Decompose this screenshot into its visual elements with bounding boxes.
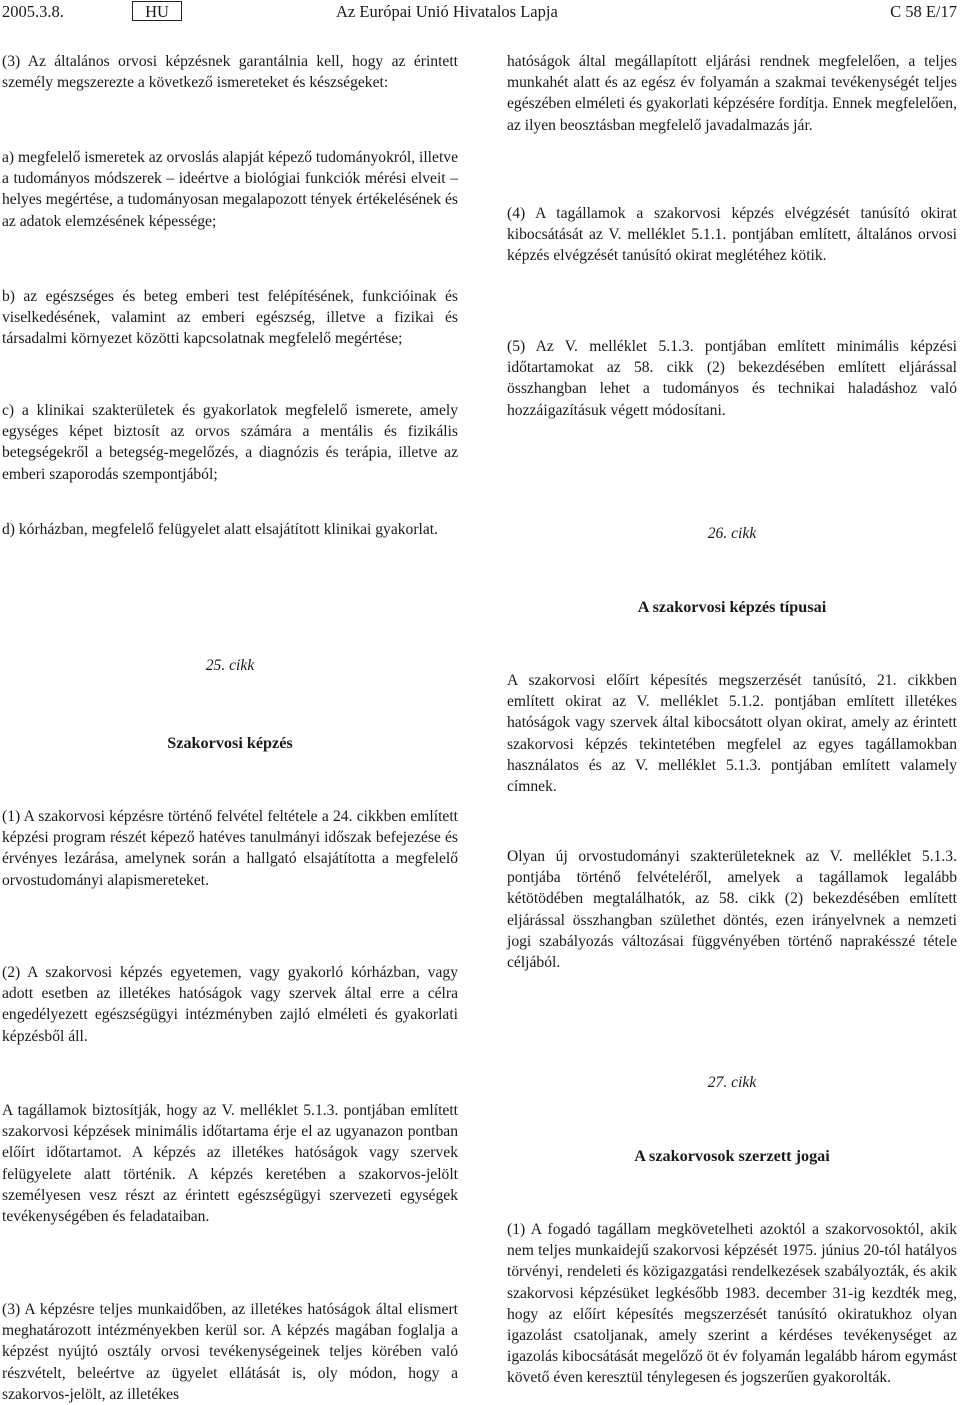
list-item-b: b) az egészséges és beteg emberi test felépítésének, funkcióinak és viselkedésének, valamint az emberi egészség, illetve a fizikai és társadalmi környezet közötti kapcsolatnak megfelelő megértése; (2, 288, 458, 348)
article-26-paragraph-2: Olyan új orvostudományi szakterületeknek az V. melléklet 5.1.3. pontjába történő felvételéről, amelyek a tagállamok legalább kétötödében megtalálhatók, az 58. cikk (2) bekezdésében említett eljárással összhangban születhet döntés, ezen irányelvnek a nemzeti jogi szabályozás változásai függvényében történő naprakésszé tétele céljából. (507, 848, 957, 972)
article-25-paragraph-3: (3) A képzésre teljes munkaidőben, az illetékes hatóságok által elismert meghatározott intézményekben kerül sor. A képzés magában foglalja a képzést nyújtó osztály orvosi tevékenységeinek teljes körében való részvételt, beleértve az ügyelet ellátását is, oly módon, hogy a szakorvos-jelölt, az illetékes (2, 1301, 458, 1403)
journal-title: Az Európai Unió Hivatalos Lapja (336, 2, 558, 21)
article-27-label: 27. cikk (707, 1074, 757, 1091)
page-reference: C 58 E/17 (890, 2, 957, 21)
article-26-title: A szakorvosi képzés típusai (637, 598, 827, 616)
article-26-paragraph-1: A szakorvosi előírt képesítés megszerzését tanúsító, 21. cikkben említett okirat az V. melléklet 5.1.2. pontjában említett illetékes hatóságok vagy szervek által kibocsátott olyan okirat, amely az érintett szakorvosi képzés tekintetében megfelel az egyes tagállamokban használatos és az V. melléklet 5.1.3. pontjában említett valamely címnek. (507, 672, 957, 796)
article-27-title: A szakorvosok szerzett jogai (634, 1147, 830, 1165)
article-26-label: 26. cikk (707, 525, 757, 542)
article-27-paragraph-1: (1) A fogadó tagállam megkövetelheti azoktól a szakorvosoktól, akik nem teljes munkaidejű szakorvosi képzését 1975. június 20-tól hatályos törvényi, rendeleti és közigazgatási rendelkezések szabályozták, és akik szakorvosi képzésüket legkésőbb 1983. december 31-ig kezdték meg, hogy az előírt képesítés megszerzését tanúsító okiratukhoz olyan igazolást csatoljanak, amely szerint a kérdéses tevékenységet az igazolás kibocsátását megelőző öt év folyamán legalább három egymást követő éven keresztül ténylegesen és jogszerűen gyakorolták. (507, 1221, 957, 1387)
article-25-paragraph-3-cont: hatóságok által megállapított eljárási rendnek megfelelően, a teljes munkahét alatt és az egész év folyamán a szakmai tevékenységét teljes egészében elméleti és gyakorlati képzésére fordítja. Ennek megfelelően, az ilyen beosztásban megfelelő javadalmazás jár. (507, 53, 957, 134)
list-item-c: c) a klinikai szakterületek és gyakorlatok megfelelő ismerete, amely egységes képet biztosít az orvos számára a mentális és fizikális betegségekről a betegség-megelőzés, a diagnózis és terápia, illetve az emberi szaporodás szempontjából; (2, 402, 458, 483)
list-item-d: d) kórházban, megfelelő felügyelet alatt elsajátított klinikai gyakorlat. (2, 521, 439, 538)
article-25-paragraph-5: (5) Az V. melléklet 5.1.3. pontjában említett minimális képzési időtartamokat az 58. cikk (2) bekezdésében említett eljárással összhangban lehet a tudományos és technikai haladáshoz való hozzáigazításuk végett módosítani. (507, 338, 957, 419)
language-code-box: HU (132, 1, 182, 21)
page-header (0, 0, 960, 26)
article-25-paragraph-1: (1) A szakorvosi képzésre történő felvétel feltétele a 24. cikkben említett képzési program részét képező hatéves tanulmányi időszak befejezése és érvényes lezárása, amelynek során a hallgató elsajátította a megfelelő orvostudományi alapismereteket. (2, 808, 458, 889)
paragraph-3-intro: (3) Az általános orvosi képzésnek garantálnia kell, hogy az érintett személy megszerezte a következő ismereteket és készségeket: (2, 53, 458, 92)
article-25-paragraph-4: (4) A tagállamok a szakorvosi képzés elvégzését tanúsító okirat kibocsátását az V. melléklet 5.1.1. pontjában említett, általános orvosi képzés elvégzését tanúsító okirat meglétéhez kötik. (507, 205, 957, 265)
article-25-paragraph-2: (2) A szakorvosi képzés egyetemen, vagy gyakorló kórházban, vagy adott esetben az illetékes hatóságok vagy szervek által erre a célra engedélyezett egészségügyi intézményben zajló elméleti és gyakorlati képzésből áll. (2, 964, 458, 1045)
article-25-label: 25. cikk (205, 657, 255, 674)
article-25-title: Szakorvosi képzés (167, 734, 293, 752)
list-item-a: a) megfelelő ismeretek az orvoslás alapját képező tudományokról, illetve a tudományos módszerek – ideértve a biológiai funkciók mérési elveit – helyes megértése, a tudományosan megalapozott tények értékelésének és az adatok elemzésének képessége; (2, 149, 458, 230)
publication-date: 2005.3.8. (2, 2, 64, 21)
article-25-paragraph-2-cont: A tagállamok biztosítják, hogy az V. melléklet 5.1.3. pontjában említett szakorvosi képzések minimális időtartama érje el az ugyanazon pontban előírt időtartamot. A képzés az illetékes hatóságok vagy szervek felügyelete alatt történik. A képzés keretében a szakorvos-jelölt személyesen vesz részt az érintett egészségügyi szervezeti egységek tevékenységében és feladataiban. (2, 1102, 458, 1226)
